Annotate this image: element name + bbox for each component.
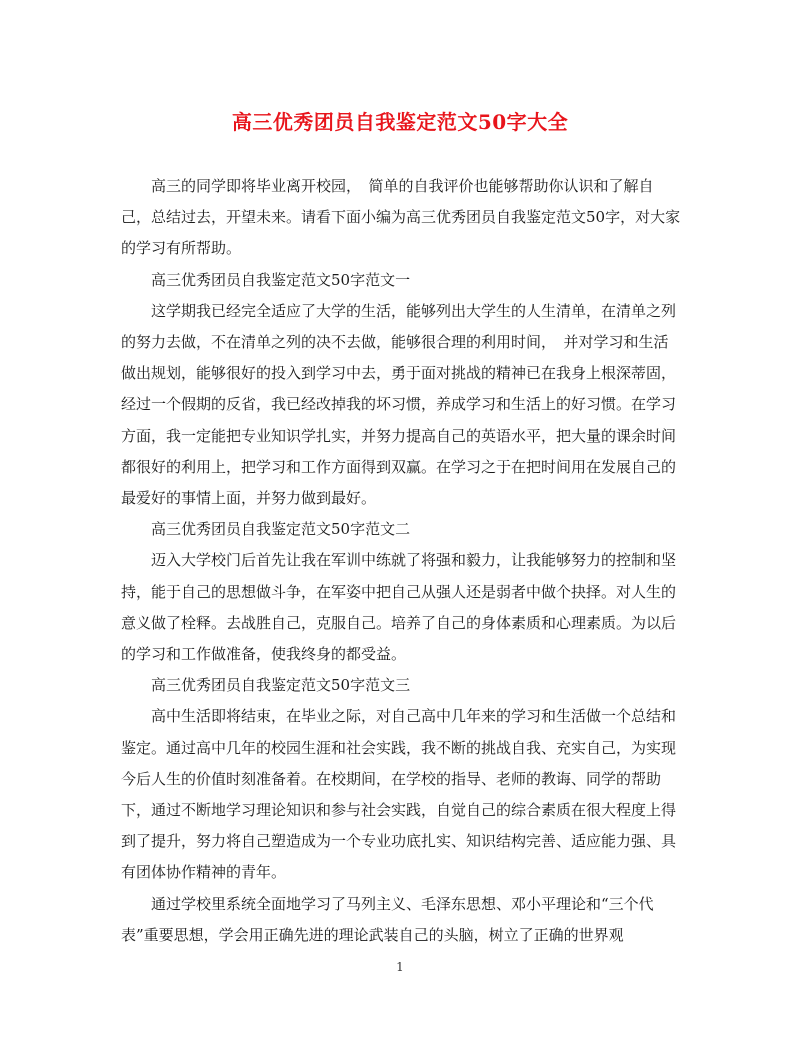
section-3-paragraph: 高中生活即将结束，在毕业之际，对自己高中几年来的学习和生活做一个总结和鉴定。通过高中几年的校园生涯和社会实践，我不断的挑战自我、充实自己，为实现今后人生的价值时刻准备着。在校期间，在学校的指导、老师的教诲、同学的帮助下，通过不断地学习理论知识和参与社会实践，自觉自己的综合素质在很大程度上得到了提升，努力将自己塑造成为一个专业功底扎实、知识结构完善、适应能力强、具有团体协作精神的青年。 [121,707,677,882]
section-3-paragraph-continued: 通过学校里系统全面地学习了马列主义、毛泽东思想、邓小平理论和“三个代表”重要思想，学会用正确先进的理论武装自己的头脑，树立了正确的世界观 [121,894,654,944]
document-title: 高三优秀团员自我鉴定范文50字大全 [231,110,569,134]
section-heading-2: 高三优秀团员自我鉴定范文50字范文二 [151,520,411,539]
section-2-paragraph: 迈入大学校门后首先让我在军训中练就了将强和毅力，让我能够努力的控制和坚持，能于自己的思想做斗争，在军姿中把自己从强人还是弱者中做个抉择。对人生的意义做了栓释。去战胜自己，克服自己。培养了自己的身体素质和心理素质。为以后的学习和工作做准备，使我终身的都受益。 [121,551,677,664]
page-number: 1 [396,960,404,974]
intro-paragraph: 高三的同学即将毕业离开校园， 简单的自我评价也能够帮助你认识和了解自己，总结过去，开望未来。请看下面小编为高三优秀团员自我鉴定范文50字，对大家的学习有所帮助。 [121,177,681,258]
section-heading-1: 高三优秀团员自我鉴定范文50字范文一 [151,270,411,289]
section-1-paragraph: 这学期我已经完全适应了大学的生活，能够列出大学生的人生清单，在清单之列的努力去做，不在清单之列的决不去做，能够很合理的利用时间， 并对学习和生活做出规划，能够很好的投入到学习中去，勇于面对挑战的精神已在我身上根深蒂固，经过一个假期的反省，我已经改掉我的坏习惯，养成学习和生活上的好习惯。在学习方面，我一定能把专业知识学扎实，并努力提高自己的英语水平，把大量的课余时间都很好的利用上，把学习和工作方面得到双赢。在学习之于在把时间用在发展自己的最爱好的事情上面，并努力做到最好。 [121,301,677,508]
section-heading-3: 高三优秀团员自我鉴定范文50字范文三 [151,676,411,695]
document-body [121,171,681,951]
